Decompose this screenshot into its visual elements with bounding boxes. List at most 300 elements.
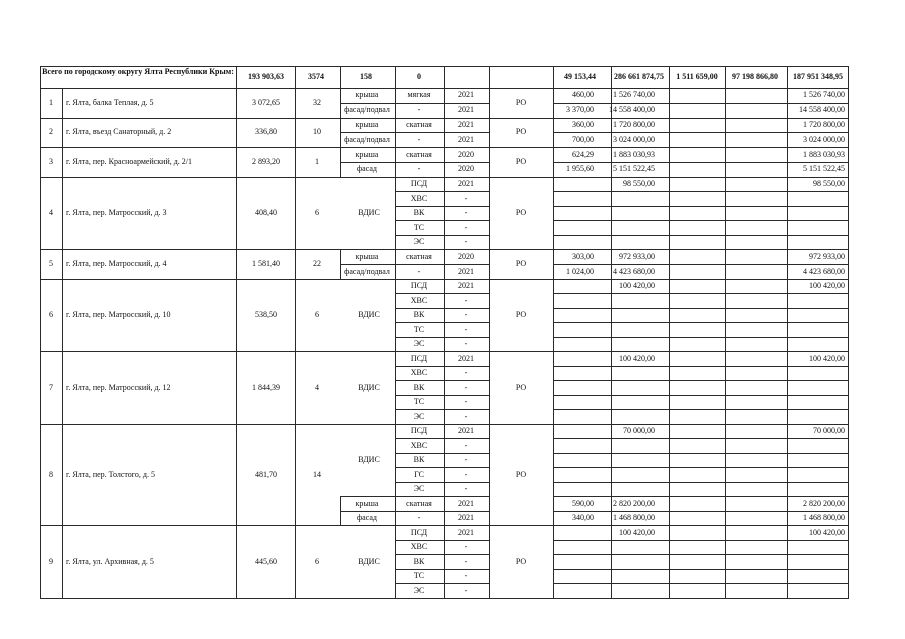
work-subtype: скатная (406, 120, 432, 129)
building-residents: 4 (315, 382, 319, 392)
header-col-line (489, 66, 490, 88)
subrow-line (553, 482, 848, 483)
type-col-line (340, 132, 341, 147)
year-col-line (444, 279, 445, 294)
year-col-line (444, 177, 445, 192)
work-type: фасад/подвал (344, 266, 390, 276)
system-name: ЭС (413, 585, 425, 595)
subrow-line (553, 467, 848, 468)
work-volume: 3 370,00 (566, 105, 594, 115)
sub-col-line (395, 132, 396, 147)
sub-col-line (395, 438, 396, 453)
subrow-line (340, 162, 489, 163)
work-type: крыша (355, 120, 379, 129)
system-name: ТС (413, 397, 425, 407)
year-col-line (444, 554, 445, 569)
sub-col-line (395, 467, 396, 482)
work-year: - (464, 222, 468, 232)
work-year: - (464, 469, 468, 479)
body-col-line (295, 88, 296, 598)
subrow-line (395, 583, 489, 584)
sub-col-line (395, 147, 396, 162)
work-cost: 972 933,00 (619, 251, 655, 261)
repair-method: РО (515, 259, 527, 269)
system-name: ВК (413, 382, 425, 392)
work-year: - (464, 440, 468, 450)
year-col-line (444, 191, 445, 206)
building-address: г. Ялта, пер. Матросский, д. 4 (66, 259, 167, 269)
subrow-line (553, 264, 848, 265)
building-area: 336,80 (255, 127, 277, 137)
year-col-line (444, 366, 445, 381)
summary-c8: 1 511 659,00 (676, 72, 718, 81)
system-name: ХВС (410, 440, 428, 450)
system-name: ПСД (410, 281, 428, 291)
work-total: 1 468 800,00 (803, 513, 845, 523)
work-type: крыша (355, 149, 379, 159)
repair-method: РО (515, 97, 527, 107)
year-col-line (444, 438, 445, 453)
subrow-line (553, 395, 848, 396)
type-col-line (340, 118, 341, 133)
system-name: ЭС (413, 411, 425, 421)
work-total: 100 420,00 (809, 281, 845, 291)
work-year: - (464, 585, 468, 595)
work-total: 100 420,00 (809, 527, 845, 537)
work-subtype: скатная (406, 251, 432, 261)
sub-col-line (395, 103, 396, 118)
system-name: ХВС (410, 295, 428, 305)
building-address: г. Ялта, въезд Санаторный, д. 2 (66, 127, 172, 137)
header-col-line (787, 66, 788, 88)
subrow-line (553, 308, 848, 309)
year-col-line (444, 467, 445, 482)
work-volume: 624,29 (572, 149, 594, 159)
year-col-line (444, 511, 445, 526)
subrow-line (395, 308, 489, 309)
work-type: крыша (355, 498, 379, 508)
building-residents: 10 (313, 127, 321, 137)
repair-method: РО (515, 310, 527, 320)
subrow-line (553, 554, 848, 555)
sub-col-line (395, 525, 396, 540)
work-subtype: скатная (406, 149, 432, 159)
work-total: 1 720 800,00 (803, 120, 845, 129)
system-group-label: ВДИС (358, 208, 380, 218)
building-address: г. Ялта, пер. Матросский, д. 12 (66, 382, 171, 392)
year-col-line (444, 206, 445, 221)
work-subtype: - (417, 266, 421, 276)
system-name: ПСД (410, 426, 428, 436)
sub-col-line (395, 453, 396, 468)
system-name: ХВС (410, 368, 428, 378)
work-cost: 2 820 200,00 (613, 498, 655, 508)
subrow-line (553, 322, 848, 323)
header-col-line (669, 66, 670, 88)
work-total: 972 933,00 (809, 251, 845, 261)
system-name: ТС (413, 324, 425, 334)
subrow-line (395, 467, 489, 468)
year-col-line (444, 264, 445, 279)
work-type: крыша (355, 251, 379, 261)
header-col-line (236, 66, 237, 88)
year-col-line (444, 220, 445, 235)
body-col-line (848, 88, 849, 598)
work-year: 2021 (458, 281, 474, 291)
summary-c4: 0 (417, 72, 421, 81)
subrow-line (395, 322, 489, 323)
work-year: - (464, 339, 468, 349)
subrow-line (395, 293, 489, 294)
building-area: 2 893,20 (252, 157, 280, 166)
work-total: 4 423 680,00 (803, 266, 845, 276)
work-total: 1 883 030,93 (803, 149, 845, 159)
body-col-line (236, 88, 237, 598)
system-name: ВК (413, 556, 425, 566)
subrow-line (395, 569, 489, 570)
body-col-line (725, 88, 726, 598)
work-year: - (464, 397, 468, 407)
type-col-line (340, 496, 341, 511)
work-cost: 3 024 000,00 (613, 134, 655, 144)
work-subtype: скатная (406, 498, 432, 508)
system-name: ХВС (410, 193, 428, 203)
subrow-line (553, 206, 848, 207)
work-type: фасад (356, 513, 378, 523)
sub-col-line (395, 191, 396, 206)
year-col-line (444, 132, 445, 147)
subrow-line (395, 220, 489, 221)
work-total: 98 550,00 (813, 179, 845, 189)
work-total: 100 420,00 (809, 353, 845, 363)
work-volume: 360,00 (572, 120, 594, 129)
sub-col-line (395, 235, 396, 250)
work-year: - (464, 455, 468, 465)
system-name: ЭС (413, 339, 425, 349)
header-col-line (725, 66, 726, 88)
work-cost: 1 883 030,93 (613, 149, 655, 159)
work-year: - (464, 411, 468, 421)
sub-col-line (395, 88, 396, 103)
summary-c6: 49 153,44 (564, 72, 596, 81)
system-name: ПСД (410, 353, 428, 363)
work-cost: 1 468 800,00 (613, 513, 655, 523)
subrow-line (340, 264, 489, 265)
subrow-line (395, 395, 489, 396)
year-col-line (444, 395, 445, 410)
year-col-line (444, 351, 445, 366)
subrow-line (395, 380, 489, 381)
building-residents: 6 (315, 310, 319, 320)
building-number: 7 (49, 382, 53, 392)
work-cost: 70 000,00 (623, 426, 655, 436)
sub-col-line (395, 380, 396, 395)
building-residents: 1 (315, 157, 319, 166)
work-total: 3 024 000,00 (803, 134, 845, 144)
work-cost: 14 558 400,00 (609, 105, 655, 115)
building-address: г. Ялта, пер. Матросский, д. 3 (66, 208, 167, 218)
year-col-line (444, 482, 445, 497)
subrow-line (553, 540, 848, 541)
subrow-line (553, 380, 848, 381)
subrow-line (553, 293, 848, 294)
year-col-line (444, 293, 445, 308)
work-volume: 1 955,60 (566, 164, 594, 174)
work-year: - (464, 324, 468, 334)
body-col-line (787, 88, 788, 598)
work-cost: 4 423 680,00 (613, 266, 655, 276)
sub-col-line (395, 162, 396, 177)
building-area: 538,50 (255, 310, 277, 320)
year-col-line (444, 337, 445, 352)
building-number: 9 (49, 556, 53, 566)
subrow-line (553, 235, 848, 236)
year-col-line (444, 525, 445, 540)
work-volume: 1 024,00 (566, 266, 594, 276)
subrow-line (553, 162, 848, 163)
work-year: 2021 (458, 527, 474, 537)
repair-method: РО (515, 127, 527, 137)
header-col-line (340, 66, 341, 88)
work-cost: 100 420,00 (619, 353, 655, 363)
year-col-line (444, 162, 445, 177)
work-cost: 100 420,00 (619, 281, 655, 291)
building-residents: 6 (315, 556, 319, 566)
year-col-line (444, 147, 445, 162)
work-total: 70 000,00 (813, 426, 845, 436)
type-col-line (340, 264, 341, 279)
system-group-label: ВДИС (358, 556, 380, 566)
work-year: 2021 (458, 120, 474, 129)
subrow-line (395, 235, 489, 236)
building-address: г. Ялта, балка Теплая, д. 5 (66, 97, 154, 107)
work-year: 2021 (458, 426, 474, 436)
sub-col-line (395, 220, 396, 235)
repair-method: РО (515, 382, 527, 392)
system-name: ВК (413, 455, 425, 465)
header-col-line (395, 66, 396, 88)
subrow-line (395, 409, 489, 410)
header-col-line (553, 66, 554, 88)
summary-c3: 158 (360, 72, 372, 81)
work-subtype: - (417, 105, 421, 115)
work-year: 2020 (458, 164, 474, 174)
work-subtype: - (417, 164, 421, 174)
subrow-line (553, 409, 848, 410)
work-year: 2020 (458, 149, 474, 159)
building-number: 4 (49, 208, 53, 218)
building-number: 6 (49, 310, 53, 320)
work-year: - (464, 310, 468, 320)
work-type: фасад/подвал (344, 134, 390, 144)
subrow-line (395, 191, 489, 192)
year-col-line (444, 583, 445, 598)
system-name: ПСД (410, 179, 428, 189)
building-residents: 14 (313, 469, 321, 479)
building-residents: 22 (313, 259, 321, 269)
year-col-line (444, 88, 445, 103)
work-year: 2021 (458, 179, 474, 189)
system-name: ХВС (410, 542, 428, 552)
work-total: 2 820 200,00 (803, 498, 845, 508)
building-address: г. Ялта, пер. Толстого, д. 5 (66, 469, 155, 479)
system-name: ВК (413, 208, 425, 218)
work-total: 1 526 740,00 (803, 90, 845, 100)
header-col-line (40, 66, 41, 88)
year-col-line (444, 424, 445, 439)
year-col-line (444, 540, 445, 555)
year-col-line (444, 380, 445, 395)
repair-method: РО (515, 157, 527, 166)
work-year: - (464, 295, 468, 305)
body-col-line (62, 88, 63, 598)
year-col-line (444, 569, 445, 584)
work-year: - (464, 542, 468, 552)
work-subtype: - (417, 134, 421, 144)
work-cost: 100 420,00 (619, 527, 655, 537)
repair-method: РО (515, 556, 527, 566)
summary-area: 193 903,63 (248, 72, 284, 81)
year-col-line (444, 118, 445, 133)
sub-col-line (395, 569, 396, 584)
work-year: 2021 (458, 513, 474, 523)
subrow-line (553, 366, 848, 367)
building-area: 481,70 (255, 469, 277, 479)
subrow-line (395, 540, 489, 541)
subrow-line (553, 220, 848, 221)
work-year: - (464, 556, 468, 566)
summary-c9: 97 198 866,80 (732, 72, 778, 81)
year-col-line (444, 453, 445, 468)
subrow-line (395, 206, 489, 207)
work-year: 2021 (458, 353, 474, 363)
system-group-label: ВДИС (358, 310, 380, 320)
system-name: ВК (413, 310, 425, 320)
work-volume: 340,00 (572, 513, 594, 523)
repair-method: РО (515, 208, 527, 218)
sub-col-line (395, 249, 396, 264)
sub-col-line (395, 322, 396, 337)
summary-label: Всего по городскому округу Ялта Республики Крым: (42, 67, 234, 76)
sub-col-line (395, 395, 396, 410)
repair-method: РО (515, 469, 527, 479)
system-group-label: ВДИС (358, 382, 380, 392)
year-col-line (444, 235, 445, 250)
group-end-line (340, 496, 489, 497)
work-year: 2021 (458, 134, 474, 144)
subrow-line (395, 438, 489, 439)
work-cost: 1 526 740,00 (613, 90, 655, 100)
building-address: г. Ялта, пер. Матросский, д. 10 (66, 310, 171, 320)
year-col-line (444, 496, 445, 511)
sub-col-line (395, 279, 396, 294)
body-col-line (553, 88, 554, 598)
subrow-line (395, 337, 489, 338)
building-residents: 6 (315, 208, 319, 218)
subrow-line (553, 132, 848, 133)
type-col-line (340, 88, 341, 103)
year-col-line (444, 322, 445, 337)
subrow-line (553, 583, 848, 584)
work-year: 2021 (458, 90, 474, 100)
system-name: ГС (414, 469, 424, 479)
header-col-line (295, 66, 296, 88)
subrow-line (553, 337, 848, 338)
work-year: 2021 (458, 266, 474, 276)
header-col-line (444, 66, 445, 88)
subrow-line (553, 453, 848, 454)
sub-col-line (395, 206, 396, 221)
type-col-line (340, 147, 341, 162)
work-year: 2021 (458, 105, 474, 115)
work-cost: 5 151 522,45 (613, 164, 655, 174)
work-year: - (464, 571, 468, 581)
building-address: г. Ялта, ул. Архивная, д. 5 (66, 556, 154, 566)
body-col-line (40, 88, 41, 598)
sub-col-line (395, 177, 396, 192)
work-total: 14 558 400,00 (799, 105, 845, 115)
year-col-line (444, 409, 445, 424)
work-cost: 98 550,00 (623, 179, 655, 189)
work-volume: 700,00 (572, 134, 594, 144)
group-end-line (340, 511, 489, 512)
work-type: крыша (355, 90, 379, 100)
building-number: 2 (49, 127, 53, 137)
subrow-line (340, 103, 489, 104)
header-col-line (611, 66, 612, 88)
sub-col-line (395, 366, 396, 381)
system-name: ЭС (413, 237, 425, 247)
building-area: 1 844,39 (252, 382, 280, 392)
body-col-line (489, 88, 490, 598)
subrow-line (395, 554, 489, 555)
work-year: - (464, 208, 468, 218)
sub-col-line (395, 118, 396, 133)
sub-col-line (395, 496, 396, 511)
building-number: 1 (49, 97, 53, 107)
summary-residents: 3574 (308, 72, 324, 81)
work-volume: 303,00 (572, 251, 594, 261)
summary-c10: 187 951 348,95 (793, 72, 843, 81)
body-col-line (611, 88, 612, 598)
sub-col-line (395, 554, 396, 569)
work-volume: 460,00 (572, 90, 594, 100)
sub-col-line (395, 540, 396, 555)
building-address: г. Ялта, пер. Красноармейский, д. 2/1 (66, 157, 193, 166)
building-area: 1 581,40 (252, 259, 280, 269)
work-type: фасад/подвал (344, 105, 390, 115)
sub-col-line (395, 482, 396, 497)
work-volume: 590,00 (572, 498, 594, 508)
work-type: фасад (356, 164, 378, 174)
work-year: - (464, 484, 468, 494)
subrow-line (395, 482, 489, 483)
summary-c7: 286 661 874,75 (614, 72, 664, 81)
subrow-line (395, 366, 489, 367)
sub-col-line (395, 351, 396, 366)
sub-col-line (395, 293, 396, 308)
sub-col-line (395, 511, 396, 526)
subrow-line (553, 511, 848, 512)
work-year: - (464, 382, 468, 392)
work-subtype: - (417, 513, 421, 523)
building-area: 408,40 (255, 208, 277, 218)
work-year: - (464, 237, 468, 247)
work-cost: 1 720 800,00 (613, 120, 655, 129)
type-col-line (340, 103, 341, 118)
type-col-line (340, 511, 341, 526)
type-col-line (340, 249, 341, 264)
